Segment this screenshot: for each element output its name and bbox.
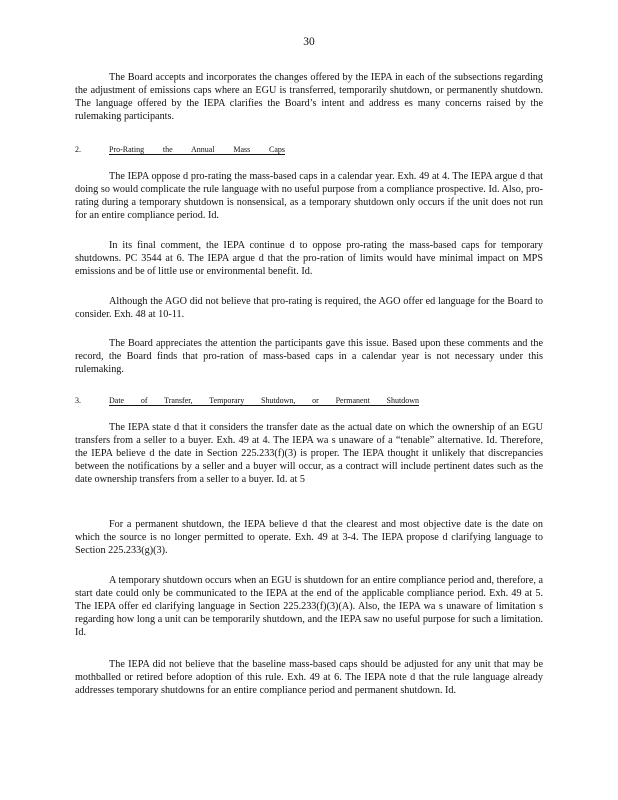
paragraph-text: The Board accepts and incorporates the changes offered by the IEPA in each of the subsections regarding the adjustment of emissions caps where an EGU is transferred, temporarily shutdown, or permanently shutdown. The language offered by the IEPA clarifies the Board’s intent and address es many concerns raised by the rulemaking participants.: [75, 72, 543, 122]
paragraph-baseline-caps: [75, 659, 543, 698]
section-title: Pro-Rating the Annual Mass Caps: [109, 145, 285, 154]
paragraph-ago-language: [75, 296, 543, 322]
paragraph-text: The IEPA did not believe that the baseline mass-based caps should be adjusted for any unit that may be mothballed or retired before adoption of this rule. Exh. 49 at 6. The IEPA note d that the rule language already addresses temporary shutdowns for an entire compliance period and permanent shutdown. Id.: [75, 659, 543, 696]
paragraph-text: A temporary shutdown occurs when an EGU is shutdown for an entire compliance period and, therefore, a start date could only be communicated to the IEPA at the end of the applicable compliance period. Exh. 49 at 5. The IEPA offer ed clarifying language in Section 225.233(f)(3)(A). Also, the IEPA wa s unaware of limitation s regarding how long a unit can be temporarily shutdown, and the IEPA saw no useful purpose for such a limitation. Id.: [75, 575, 543, 638]
section-title: Date of Transfer, Temporary Shutdown, or Permanent Shutdown: [109, 396, 419, 405]
paragraph-text: Although the AGO did not believe that pro-rating is required, the AGO offer ed language for the Board to consider. Exh. 48 at 10-11.: [75, 296, 543, 320]
section-number: 3.: [75, 396, 81, 405]
paragraph-final-comment: [75, 240, 543, 279]
paragraph-transfer-date: [75, 422, 543, 487]
paragraph-permanent-shutdown: [75, 519, 543, 558]
paragraph-text: In its final comment, the IEPA continue d to oppose pro-rating the mass-based caps for temporary shutdowns. PC 3544 at 6. The IEPA argue d that the pro-ration of limits would have minimal impact on MPS emissions and be of little use or environmental benefit. Id.: [75, 240, 543, 277]
section-number: 2.: [75, 145, 81, 154]
paragraph-text: For a permanent shutdown, the IEPA believe d that the clearest and most objective date is the date on which the source is no longer permitted to operate. Exh. 49 at 3-4. The IEPA propose d clarifying language to Section 225.233(g)(3).: [75, 519, 543, 556]
paragraph-board-finds: [75, 338, 543, 377]
page-number: 30: [303, 36, 315, 48]
paragraph-text: The IEPA state d that it considers the transfer date as the actual date on which the ownership of an EGU transfers from a seller to a buyer. Exh. 49 at 4. The IEPA wa s unaware of a “tenable” alternative. Id. Therefore, the IEPA believe d the date in Section 225.233(f)(3) is proper. The IEPA thought it unlikely that discrepancies between the notifications by a seller and a buyer will occur, as a contract will include pertinent dates such as the date ownership transfers from a seller to a buyer. Id. at 5: [75, 422, 543, 485]
section-heading-date-of-transfer: [75, 396, 543, 406]
paragraph-text: The Board appreciates the attention the participants gave this issue. Based upon these comments and the record, the Board finds that pro-ration of mass-based caps in a calendar year is not necessary under this rulemaking.: [75, 338, 543, 375]
section-heading-pro-rating: [75, 145, 543, 155]
paragraph-iepa-opposes-pro-rating: [75, 171, 543, 223]
paragraph-incorporates-changes: [75, 72, 543, 124]
paragraph-temporary-shutdown: [75, 575, 543, 640]
paragraph-text: The IEPA oppose d pro-rating the mass-based caps in a calendar year. Exh. 49 at 4. The IEPA argue d that doing so would complicate the rule language with no useful purpose from a compliance prospective. Id. Also, pro-rating during a temporary shutdown is nonsensical, as a temporary shutdown only occurs if the unit does not run for an entire compliance period. Id.: [75, 171, 543, 221]
